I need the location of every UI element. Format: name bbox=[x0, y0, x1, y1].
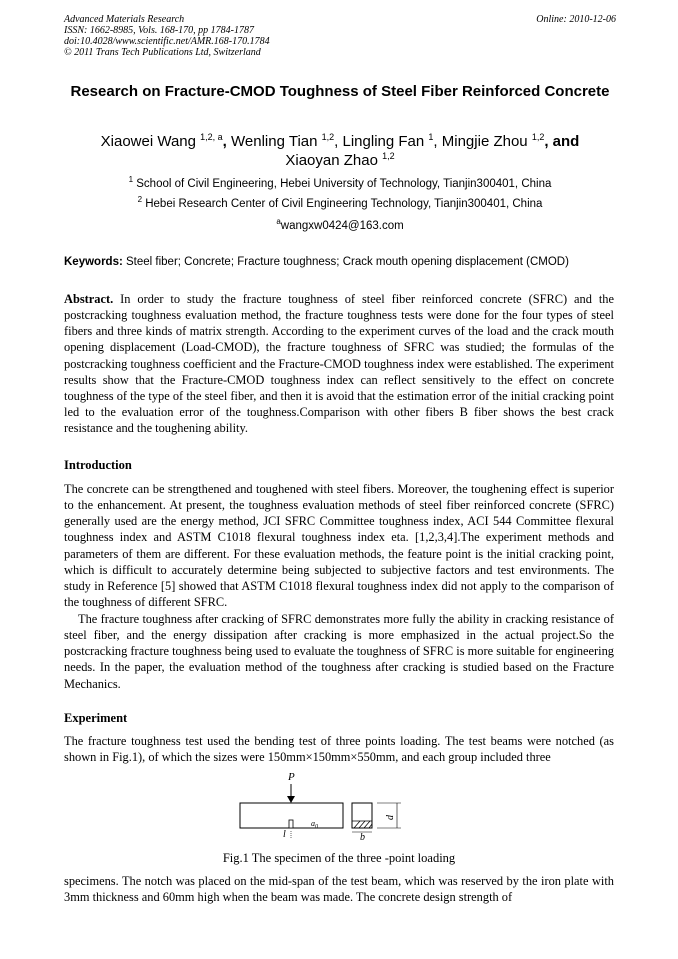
abstract-text: In order to study the fracture toughness of steel fiber reinforced concrete (SFRC) and the postcracking toughness evaluation method, the fracture toughness tests were done for the four types of steel fibers and three kinds of matrix strength. According to the experiment curves of the load and the crack mouth opening displacement (Load-CMOD), the fracture toughness of SFRC was studied; the formulas of the postcracking toughness coefficient and the Fracture-CMOD toughness index were established. The experiment results show that the Fracture-CMOD toughness index can reflect sensitively to the effect on concrete toughness of the type of the steel fiber, and then it is avoid that the estimation error of the initial cracking point led to the evaluation error of the toughness.Comparison with other fibers B fiber shows the best crack resistance and the toughening ability. bbox=[64, 292, 614, 436]
load-arrow-head bbox=[287, 796, 295, 803]
author-separator: , bbox=[433, 133, 438, 150]
author-separator: , and bbox=[544, 133, 580, 150]
experiment-paragraph-1: The fracture toughness test used the bending test of three points loading. The test beams were notched (as shown in Fig.1), of which the sizes were 150mm×150mm×550mm, and each group included three bbox=[64, 734, 614, 765]
email-text: wangxw0424@163.com bbox=[280, 220, 404, 232]
introduction-paragraph-1: The concrete can be strengthened and toughened with steel fibers. Moreover, the toughening effect is superior to the enhancement. At present, the toughness evaluation methods of steel fiber reinforced concrete (SFRC) generally used are the energy method, JCI SFRC Committee toughness index, ACI 544 Committee flexural toughness index and ASTM C1018 flexural toughness index eta. [1,2,3,4].The experiment methods and parameters of them are different. For these evaluation methods, the feature point is the initial cracking point, which is difficult to accurately determine being subjected to subjective factors and test environments. The study in Reference [5] showed that ASTM C1018 flexural toughness index did not apply to the comparison of the toughness of different SFRC. bbox=[64, 482, 614, 610]
journal-header bbox=[64, 14, 616, 58]
affiliation-1 bbox=[64, 177, 616, 191]
author-affiliation-mark: 1,2 bbox=[531, 132, 545, 142]
affiliation-mark: 2 bbox=[137, 195, 143, 204]
experiment-heading: Experiment bbox=[64, 711, 128, 725]
email-mark: a bbox=[276, 217, 281, 226]
three-point-loading-diagram bbox=[225, 766, 415, 846]
width-label: b bbox=[360, 832, 365, 843]
corresponding-email bbox=[64, 219, 616, 233]
author-name: Mingjie Zhou bbox=[441, 133, 528, 150]
notch bbox=[289, 820, 293, 828]
journal-name: Advanced Materials Research bbox=[64, 14, 185, 25]
author-affiliation-mark: 1,2 bbox=[382, 151, 395, 161]
notch-depth-label: $a_0$ bbox=[311, 819, 318, 830]
author-name: Wenling Tian bbox=[231, 133, 318, 150]
load-label: P bbox=[288, 771, 295, 783]
affiliation-text: School of Civil Engineering, Hebei University of Technology, Tianjin300401, China bbox=[136, 178, 552, 190]
keywords-text: Steel fiber; Concrete; Fracture toughness; Crack mouth opening displacement (CMOD) bbox=[126, 256, 569, 268]
figure-caption: Fig.1 The specimen of the three -point loading bbox=[222, 851, 456, 865]
depth-label: d bbox=[385, 815, 396, 820]
online-date: Online: 2010-12-06 bbox=[536, 14, 616, 25]
author-separator: , bbox=[222, 133, 227, 150]
author-separator: , bbox=[334, 133, 339, 150]
author-affiliation-mark: 1 bbox=[428, 132, 434, 142]
author-affiliation-mark: 1,2 bbox=[321, 132, 335, 142]
abstract-label: Abstract. bbox=[64, 292, 114, 306]
author-name: Xiaoyan Zhao bbox=[285, 152, 378, 169]
author-list bbox=[64, 132, 616, 170]
cross-section-hatch bbox=[354, 821, 372, 828]
paper-title: Research on Fracture-CMOD Toughness of Steel Fiber Reinforced Concrete bbox=[70, 83, 610, 100]
doi-line: doi:10.4028/www.scientific.net/AMR.168-170.1784 bbox=[64, 36, 270, 47]
experiment-paragraph-2: specimens. The notch was placed on the mid-span of the test beam, which was reserved by the iron plate with 3mm thickness and 60mm high when the beam was made. The concrete design strength of bbox=[64, 874, 614, 905]
affiliation-text: Hebei Research Center of Civil Engineering Technology, Tianjin300401, China bbox=[145, 198, 543, 210]
keywords bbox=[64, 255, 624, 269]
author-name: Xiaowei Wang bbox=[100, 133, 196, 150]
abstract bbox=[64, 291, 614, 436]
copyright-line: © 2011 Trans Tech Publications Ltd, Switzerland bbox=[64, 47, 261, 58]
introduction-heading: Introduction bbox=[64, 458, 132, 472]
author-name: Lingling Fan bbox=[342, 133, 425, 150]
affiliation-2 bbox=[64, 197, 616, 211]
span-label: l bbox=[283, 829, 286, 840]
affiliation-mark: 1 bbox=[128, 175, 134, 184]
issn-line: ISSN: 1662-8985, Vols. 168-170, pp 1784-1787 bbox=[64, 25, 254, 36]
author-affiliation-mark: 1,2, a bbox=[200, 132, 223, 142]
introduction-paragraph-2: The fracture toughness after cracking of SFRC demonstrates more fully the ability in cracking resistance of steel fiber, and the energy dissipation after cracking is more emphasized in the actual project.So the postcracking fracture toughness being used to evaluate the toughness of SFRC is more suitable for engineering needs. In the paper, the evaluation method of the toughness after cracking is studied based on the Fracture Mechanics. bbox=[64, 612, 614, 691]
keywords-label: Keywords: bbox=[64, 256, 123, 268]
